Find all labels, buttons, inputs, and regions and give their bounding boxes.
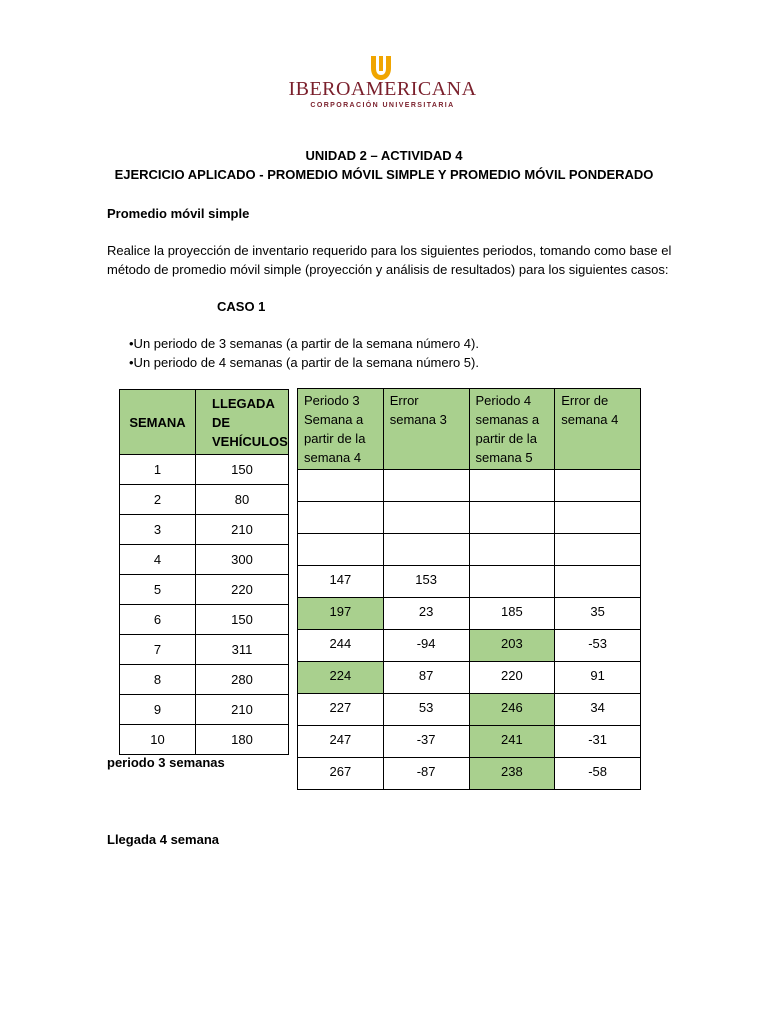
error-4-cell: -31 (555, 726, 641, 758)
intro-line-2: método de promedio móvil simple (proyección y análisis de resultados) para los siguientes casos: (107, 262, 669, 277)
error-3-cell (383, 534, 469, 566)
forecast-3-cell (298, 470, 384, 502)
error-4-cell: 35 (555, 598, 641, 630)
error-4-cell (555, 566, 641, 598)
forecast-4-cell: 241 (469, 726, 555, 758)
error-3-cell: -37 (383, 726, 469, 758)
table-row (120, 725, 289, 755)
forecast-table (297, 388, 641, 790)
table-row (298, 470, 641, 502)
case-title: CASO 1 (217, 299, 266, 314)
header-line: DE (212, 414, 231, 430)
table-header-row (120, 390, 289, 455)
table-row (298, 534, 641, 566)
forecast-4-cell: 185 (469, 598, 555, 630)
arrival-cell: 220 (196, 575, 289, 605)
error-3-cell: -94 (383, 630, 469, 662)
week-cell: 6 (120, 605, 196, 635)
week-cell: 7 (120, 635, 196, 665)
week-cell: 1 (120, 455, 196, 485)
forecast-3-cell: 147 (298, 566, 384, 598)
table-row (298, 694, 641, 726)
table-row (120, 485, 289, 515)
table-row (120, 575, 289, 605)
header-error-4 (555, 389, 641, 470)
bullet-item: •Un periodo de 3 semanas (a partir de la semana número 4). (129, 336, 479, 351)
table-row (298, 758, 641, 790)
arrival-cell: 180 (196, 725, 289, 755)
arrival-cell: 300 (196, 545, 289, 575)
header-line: semana 3 (389, 412, 447, 427)
table-row (298, 726, 641, 758)
header-llegada (196, 390, 289, 455)
week-cell: 8 (120, 665, 196, 695)
header-error-3 (383, 389, 469, 470)
error-3-cell: 23 (383, 598, 469, 630)
forecast-3-cell: 267 (298, 758, 384, 790)
arrivals-table (119, 389, 289, 755)
arrival-cell: 280 (196, 665, 289, 695)
forecast-3-cell: 197 (298, 598, 384, 630)
header-line: partir de la (475, 431, 537, 446)
forecast-3-cell: 244 (298, 630, 384, 662)
logo-name: IBEROAMERICANA (288, 78, 477, 100)
error-4-cell: -58 (555, 758, 641, 790)
error-3-cell (383, 502, 469, 534)
forecast-3-cell: 227 (298, 694, 384, 726)
table-row (298, 502, 641, 534)
week-cell: 2 (120, 485, 196, 515)
error-3-cell (383, 470, 469, 502)
header-line: Error de (561, 393, 609, 408)
week-cell: 3 (120, 515, 196, 545)
table-header-row (298, 389, 641, 470)
header-periodo-4 (469, 389, 555, 470)
header-line: semana 4 (561, 412, 619, 427)
university-logo (255, 48, 510, 114)
note-llegada: Llegada 4 semana (107, 832, 219, 847)
table-row (120, 635, 289, 665)
intro-line-1: Realice la proyección de inventario requerido para los siguientes periodos, tomando como base el (107, 243, 672, 258)
forecast-4-cell (469, 502, 555, 534)
forecast-3-cell: 224 (298, 662, 384, 694)
forecast-4-cell: 246 (469, 694, 555, 726)
error-4-cell (555, 502, 641, 534)
error-3-cell: 153 (383, 566, 469, 598)
exercise-title: EJERCICIO APLICADO - PROMEDIO MÓVIL SIMPLE Y PROMEDIO MÓVIL PONDERADO (114, 167, 654, 182)
arrival-cell: 150 (196, 455, 289, 485)
error-3-cell: 53 (383, 694, 469, 726)
forecast-4-cell (469, 534, 555, 566)
section-title: Promedio móvil simple (107, 206, 250, 221)
header-line: Periodo 4 (475, 393, 532, 408)
week-cell: 5 (120, 575, 196, 605)
week-cell: 4 (120, 545, 196, 575)
arrival-cell: 311 (196, 635, 289, 665)
table-row (120, 545, 289, 575)
arrival-cell: 210 (196, 515, 289, 545)
week-cell: 9 (120, 695, 196, 725)
header-line: LLEGADA (212, 395, 275, 411)
arrival-cell: 210 (196, 695, 289, 725)
table-row (120, 605, 289, 635)
note-periodo: periodo 3 semanas (107, 755, 225, 770)
header-line: VEHÍCULOS (212, 433, 288, 449)
header-line: Error (389, 393, 419, 408)
error-4-cell (555, 470, 641, 502)
error-3-cell: -87 (383, 758, 469, 790)
forecast-4-cell (469, 566, 555, 598)
table-row (120, 695, 289, 725)
forecast-4-cell: 238 (469, 758, 555, 790)
header-line: Periodo 3 (304, 393, 360, 408)
error-4-cell (555, 534, 641, 566)
table-row (298, 662, 641, 694)
header-line: Semana a (304, 412, 364, 427)
table-row (120, 515, 289, 545)
bullet-item: •Un periodo de 4 semanas (a partir de la semana número 5). (129, 355, 479, 370)
week-cell: 10 (120, 725, 196, 755)
header-line: partir de la (304, 431, 366, 446)
forecast-4-cell: 220 (469, 662, 555, 694)
header-line: semana 5 (475, 450, 533, 465)
forecast-3-cell: 247 (298, 726, 384, 758)
forecast-4-cell: 203 (469, 630, 555, 662)
unit-title: UNIDAD 2 – ACTIVIDAD 4 (305, 148, 463, 163)
error-4-cell: 34 (555, 694, 641, 726)
forecast-3-cell (298, 502, 384, 534)
table-row (120, 455, 289, 485)
table-row (298, 566, 641, 598)
error-4-cell: 91 (555, 662, 641, 694)
table-row (120, 665, 289, 695)
error-3-cell: 87 (383, 662, 469, 694)
forecast-3-cell (298, 534, 384, 566)
header-line: semana 4 (304, 450, 362, 465)
arrival-cell: 80 (196, 485, 289, 515)
logo-subtitle: CORPORACIÓN UNIVERSITARIA (310, 102, 455, 109)
table-row (298, 630, 641, 662)
forecast-4-cell (469, 470, 555, 502)
table-row (298, 598, 641, 630)
header-semana: SEMANA (120, 390, 196, 455)
error-4-cell: -53 (555, 630, 641, 662)
header-line: semanas a (475, 412, 540, 427)
arrival-cell: 150 (196, 605, 289, 635)
header-periodo-3 (298, 389, 384, 470)
